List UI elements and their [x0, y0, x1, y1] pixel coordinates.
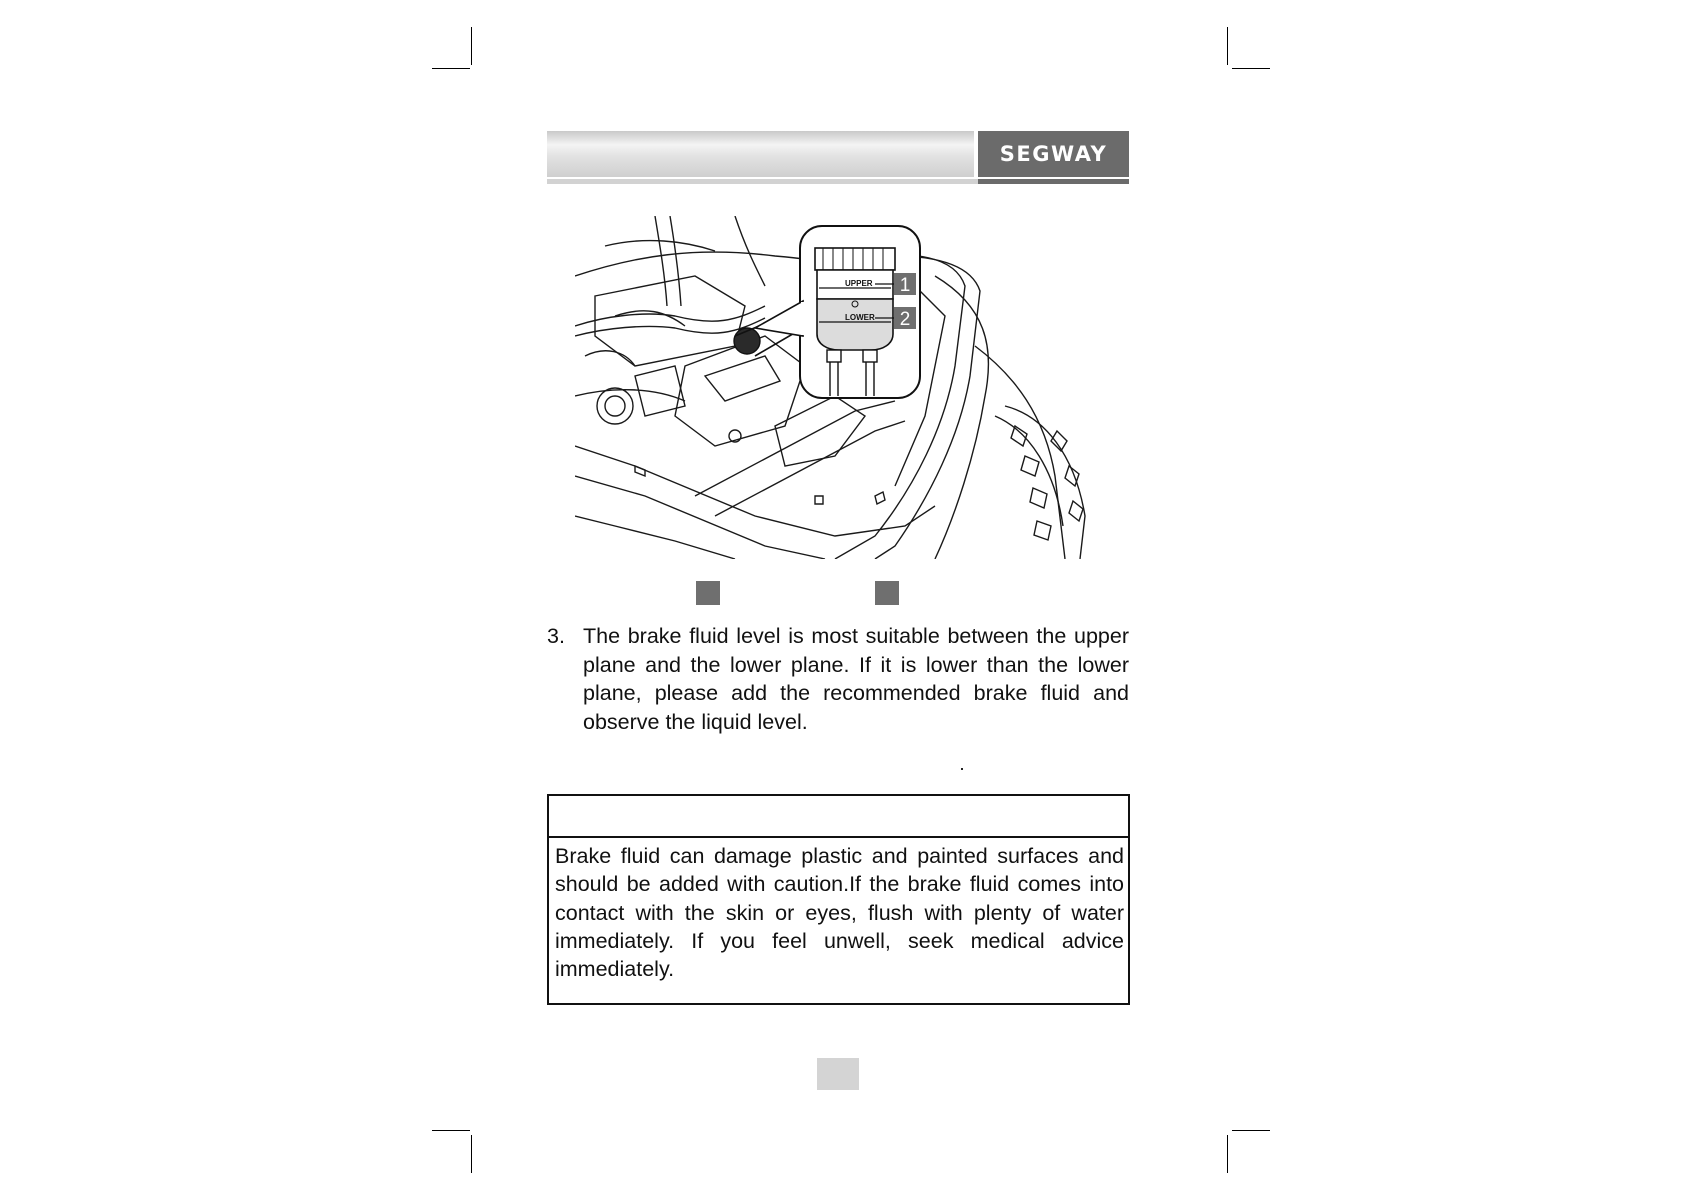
legend-marker-1	[696, 581, 720, 605]
lower-mark-label: LOWER	[845, 313, 875, 322]
caution-notice-box	[547, 794, 1130, 1005]
crop-mark	[1227, 27, 1228, 65]
notice-body: Brake fluid can damage plastic and painted surfaces and should be added with caution.If the brake fluid comes into contact with the skin or eyes, flush with plenty of water immediately. If you feel unwell, seek medical advice immediately.	[555, 844, 1124, 982]
callout-2-label: 2	[899, 309, 911, 330]
brand-logo-text: SEGWAY	[999, 142, 1108, 166]
crop-mark	[471, 27, 472, 65]
callout-1-label: 1	[899, 275, 911, 296]
header-bar	[547, 131, 974, 177]
legend-marker-2	[875, 581, 899, 605]
brand-logo-underline	[978, 179, 1129, 184]
crop-mark	[432, 68, 470, 69]
step-number: 3.	[547, 624, 565, 648]
vehicle-engine-drawing	[575, 216, 1095, 559]
crop-mark	[1232, 68, 1270, 69]
stray-dot	[961, 768, 963, 770]
crop-mark	[1227, 1135, 1228, 1173]
crop-mark	[471, 1135, 472, 1173]
upper-mark-label: UPPER	[845, 279, 873, 288]
step-text: The brake fluid level is most suitable between the upper plane and the lower plane. If it is lower than the lower plane, please add the recommended brake fluid and observe the liquid level.	[583, 624, 1129, 734]
crop-mark	[1232, 1130, 1270, 1131]
crop-mark	[432, 1130, 470, 1131]
reservoir-inset	[800, 226, 920, 398]
brake-reservoir-illustration	[575, 216, 1095, 559]
notice-header	[549, 796, 1128, 838]
brand-logo	[978, 131, 1129, 177]
page-number-box	[817, 1058, 859, 1090]
